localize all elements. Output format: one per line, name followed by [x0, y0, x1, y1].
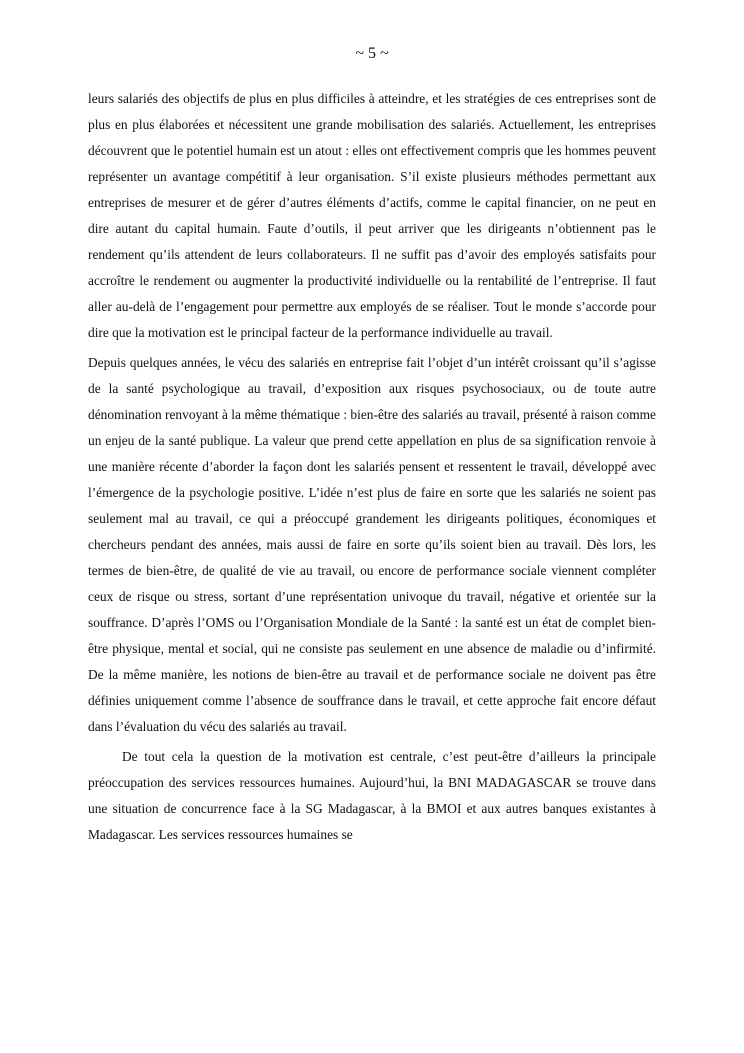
paragraph-3: De tout cela la question de la motivation est centrale, c’est peut-être d’ailleurs la principale préoccupation des services ressources humaines. Aujourd’hui, la BNI MADAGASCAR se trouve dans une situation de concurrence face à la SG Madagascar, à la BMOI et aux autres banques existantes à Madagascar. Les services ressources humaines se [88, 749, 656, 842]
page-number: ~ 5 ~ [355, 45, 389, 62]
paragraph-1: leurs salariés des objectifs de plus en plus difficiles à atteindre, et les stratégies de ces entreprises sont de plus en plus élaborées et nécessitent une grande mobilisation des salariés. Actuellement, les entreprises découvrent que le potentiel humain est un atout : elles ont effectivement compris que les hommes peuvent représenter un avantage compétitif à leur organisation. S’il existe plusieurs méthodes permettant aux entreprises de mesurer et de gérer d’autres éléments d’actifs, comme le capital financier, on ne peut en dire autant du capital humain. Faute d’outils, il peut arriver que les dirigeants n’obtiennent pas le rendement qu’ils attendent de leurs collaborateurs. Il ne suffit pas d’avoir des employés satisfaits pour accroître le rendement ou augmenter la productivité individuelle ou la rentabilité de l’entreprise. Il faut aller au-delà de l’engagement pour permettre aux employés de se réaliser. Tout le monde s’accorde pour dire que la motivation est le principal facteur de la performance individuelle au travail. [88, 91, 656, 340]
paragraph-2: Depuis quelques années, le vécu des salariés en entreprise fait l’objet d’un intérêt croissant qu’il s’agisse de la santé psychologique au travail, d’exposition aux risques psychosociaux, ou de toute autre dénomination renvoyant à la même thématique : bien-être des salariés au travail, présenté à raison comme un enjeu de la santé publique. La valeur que prend cette appellation en plus de sa signification renvoie à une manière récente d’aborder la façon dont les salariés pensent et ressentent le travail, développé avec l’émergence de la psychologie positive. L’idée n’est plus de faire en sorte que les salariés ne soient pas seulement mal au travail, ce qui a préoccupé grandement les dirigeants politiques, économiques et chercheurs pendant des années, mais aussi de faire en sorte qu’ils soient bien au travail. Dès lors, les termes de bien-être, de qualité de vie au travail, ou encore de performance sociale viennent compléter ceux de risque ou stress, sortant d’une représentation univoque du travail, négative et orientée sur la souffrance. D’après l’OMS ou l’Organisation Mondiale de la Santé : la santé est un état de complet bien-être physique, mental et social, qui ne consiste pas seulement en une absence de maladie ou d’infirmité. De la même manière, les notions de bien-être au travail et de performance sociale ne doivent pas être définies uniquement comme l’absence de souffrance dans le travail, et cette approche fait encore défaut dans l’évaluation du vécu des salariés au travail. [88, 355, 656, 734]
document-body [88, 86, 656, 852]
